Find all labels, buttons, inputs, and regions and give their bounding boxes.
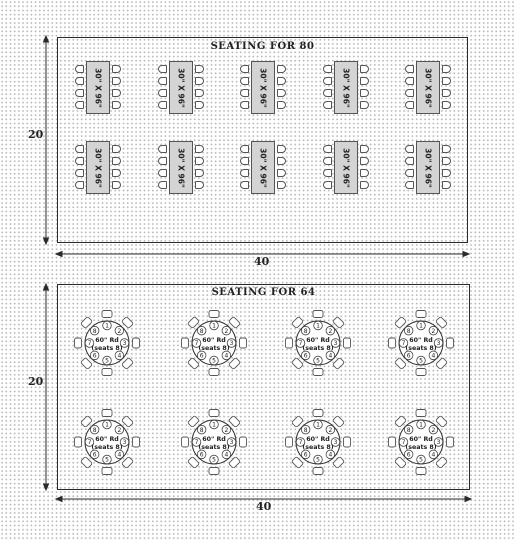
chair bbox=[158, 157, 167, 165]
chair bbox=[75, 145, 84, 153]
seat-number: 8 bbox=[303, 327, 308, 335]
seat-number: 7 bbox=[87, 340, 92, 348]
round-table-capacity-label: (seats 8) bbox=[91, 444, 123, 451]
chair bbox=[360, 157, 369, 165]
chair bbox=[389, 437, 396, 447]
chair bbox=[133, 437, 140, 447]
round-table bbox=[179, 308, 249, 378]
rect-table bbox=[334, 141, 358, 194]
chair bbox=[435, 357, 447, 369]
chair bbox=[405, 101, 414, 109]
chair bbox=[158, 65, 167, 73]
chair bbox=[112, 181, 121, 189]
seat-number: 5 bbox=[316, 357, 320, 365]
seat-number: 3 bbox=[122, 439, 127, 447]
seat-number: 1 bbox=[419, 322, 423, 330]
round-table-size-label: 60" Rd bbox=[306, 337, 330, 344]
seat-number: 7 bbox=[401, 340, 406, 348]
chair bbox=[158, 101, 167, 109]
chair bbox=[323, 169, 332, 177]
chair bbox=[447, 437, 454, 447]
chair bbox=[75, 101, 84, 109]
chair bbox=[195, 181, 204, 189]
seat-number: 4 bbox=[224, 451, 229, 459]
seat-number: 2 bbox=[117, 327, 122, 335]
chair bbox=[405, 65, 414, 73]
round-table-size-label: 60" Rd bbox=[202, 436, 226, 443]
chair bbox=[405, 181, 414, 189]
chair bbox=[405, 89, 414, 97]
seat-number: 3 bbox=[122, 340, 127, 348]
seat-number: 7 bbox=[298, 439, 303, 447]
seat-number: 8 bbox=[92, 327, 97, 335]
seat-number: 2 bbox=[328, 426, 333, 434]
round-table-capacity-label: (seats 8) bbox=[302, 345, 334, 352]
chair bbox=[405, 77, 414, 85]
chair bbox=[240, 181, 249, 189]
chair bbox=[187, 357, 199, 369]
seat-number: 5 bbox=[212, 456, 216, 464]
chair bbox=[277, 101, 286, 109]
seat-number: 1 bbox=[316, 322, 320, 330]
chair bbox=[291, 316, 303, 328]
seat-number: 5 bbox=[105, 357, 109, 365]
seat-number: 6 bbox=[303, 451, 308, 459]
chair bbox=[405, 169, 414, 177]
round-table bbox=[283, 308, 353, 378]
chair bbox=[394, 316, 406, 328]
chair bbox=[291, 357, 303, 369]
chair bbox=[360, 89, 369, 97]
chair bbox=[158, 145, 167, 153]
chair bbox=[332, 316, 344, 328]
chair bbox=[75, 157, 84, 165]
chair bbox=[209, 311, 219, 318]
rect-table-label: 30" X 96" bbox=[93, 67, 103, 108]
chair bbox=[277, 169, 286, 177]
chair bbox=[209, 369, 219, 376]
chair bbox=[442, 65, 451, 73]
rect-table bbox=[169, 61, 193, 114]
chair bbox=[313, 468, 323, 475]
seat-number: 8 bbox=[92, 426, 97, 434]
seat-number: 3 bbox=[436, 439, 441, 447]
chair bbox=[360, 169, 369, 177]
seat-number: 3 bbox=[229, 439, 234, 447]
seat-number: 6 bbox=[92, 451, 97, 459]
chair bbox=[112, 65, 121, 73]
seat-number: 4 bbox=[328, 352, 333, 360]
seat-number: 8 bbox=[303, 426, 308, 434]
seat-number: 6 bbox=[406, 352, 411, 360]
seat-number: 4 bbox=[431, 352, 436, 360]
seat-number: 7 bbox=[87, 439, 92, 447]
chair bbox=[323, 89, 332, 97]
chair bbox=[209, 410, 219, 417]
round-table-size-label: 60" Rd bbox=[202, 337, 226, 344]
chair bbox=[323, 77, 332, 85]
chair bbox=[240, 101, 249, 109]
chair bbox=[323, 145, 332, 153]
rect-table bbox=[251, 61, 275, 114]
rect-table-label: 30" X 96" bbox=[341, 67, 351, 108]
round-table bbox=[386, 308, 456, 378]
chair bbox=[442, 181, 451, 189]
chair bbox=[323, 157, 332, 165]
chair bbox=[112, 101, 121, 109]
seat-number: 7 bbox=[298, 340, 303, 348]
seat-number: 7 bbox=[194, 340, 199, 348]
seat-number: 1 bbox=[212, 421, 216, 429]
chair bbox=[121, 415, 133, 427]
round-table-capacity-label: (seats 8) bbox=[405, 444, 437, 451]
chair bbox=[277, 77, 286, 85]
chair bbox=[344, 437, 351, 447]
chair bbox=[344, 338, 351, 348]
round-table bbox=[72, 407, 142, 477]
seat-number: 1 bbox=[105, 322, 109, 330]
chair bbox=[286, 338, 293, 348]
chair bbox=[195, 169, 204, 177]
seat-number: 4 bbox=[224, 352, 229, 360]
chair bbox=[121, 316, 133, 328]
seat-number: 4 bbox=[117, 451, 122, 459]
round-table-size-label: 60" Rd bbox=[95, 337, 119, 344]
chair bbox=[442, 169, 451, 177]
rect-table bbox=[416, 141, 440, 194]
chair bbox=[394, 456, 406, 468]
chair bbox=[209, 468, 219, 475]
chair bbox=[195, 157, 204, 165]
chair bbox=[240, 169, 249, 177]
round-table-size-label: 60" Rd bbox=[95, 436, 119, 443]
chair bbox=[332, 456, 344, 468]
chair bbox=[416, 369, 426, 376]
chair bbox=[158, 89, 167, 97]
rect-table bbox=[86, 61, 110, 114]
chair bbox=[435, 456, 447, 468]
round-table-capacity-label: (seats 8) bbox=[302, 444, 334, 451]
rect-table-label: 30" X 96" bbox=[176, 67, 186, 108]
seat-number: 6 bbox=[199, 352, 204, 360]
chair bbox=[75, 181, 84, 189]
round-table bbox=[386, 407, 456, 477]
seat-number: 5 bbox=[105, 456, 109, 464]
chair bbox=[416, 468, 426, 475]
chair bbox=[240, 89, 249, 97]
round-table bbox=[72, 308, 142, 378]
plan-64-width-label: 40 bbox=[256, 500, 272, 513]
chair bbox=[277, 181, 286, 189]
seat-number: 1 bbox=[105, 421, 109, 429]
chair bbox=[187, 456, 199, 468]
rect-table-label: 30" X 96" bbox=[176, 147, 186, 188]
chair bbox=[332, 415, 344, 427]
rect-table-label: 30" X 96" bbox=[258, 67, 268, 108]
chair bbox=[291, 456, 303, 468]
chair bbox=[416, 311, 426, 318]
chair bbox=[442, 157, 451, 165]
chair bbox=[158, 169, 167, 177]
chair bbox=[121, 357, 133, 369]
chair bbox=[313, 369, 323, 376]
rect-table bbox=[251, 141, 275, 194]
round-table-capacity-label: (seats 8) bbox=[405, 345, 437, 352]
round-table-capacity-label: (seats 8) bbox=[198, 345, 230, 352]
chair bbox=[389, 338, 396, 348]
chair bbox=[332, 357, 344, 369]
round-table-capacity-label: (seats 8) bbox=[198, 444, 230, 451]
chair bbox=[240, 65, 249, 73]
chair bbox=[195, 101, 204, 109]
chair bbox=[112, 157, 121, 165]
rect-table bbox=[334, 61, 358, 114]
chair bbox=[112, 169, 121, 177]
rect-table-label: 30" X 96" bbox=[258, 147, 268, 188]
chair bbox=[360, 77, 369, 85]
seat-number: 3 bbox=[333, 439, 338, 447]
chair bbox=[240, 338, 247, 348]
chair bbox=[80, 316, 92, 328]
chair bbox=[291, 415, 303, 427]
chair bbox=[80, 357, 92, 369]
plan-title: SEATING FOR 64 bbox=[211, 287, 316, 298]
chair bbox=[112, 77, 121, 85]
chair bbox=[360, 145, 369, 153]
seat-number: 5 bbox=[419, 357, 423, 365]
plan-80-height-label: 20 bbox=[28, 128, 44, 141]
chair bbox=[240, 77, 249, 85]
chair bbox=[277, 89, 286, 97]
chair bbox=[394, 415, 406, 427]
chair bbox=[112, 89, 121, 97]
chair bbox=[158, 181, 167, 189]
chair bbox=[102, 311, 112, 318]
seat-number: 2 bbox=[117, 426, 122, 434]
seat-number: 5 bbox=[212, 357, 216, 365]
round-table-capacity-label: (seats 8) bbox=[91, 345, 123, 352]
seat-number: 4 bbox=[328, 451, 333, 459]
chair bbox=[228, 456, 240, 468]
plan-64-height-label: 20 bbox=[28, 375, 44, 388]
seat-number: 8 bbox=[406, 426, 411, 434]
seat-number: 8 bbox=[406, 327, 411, 335]
chair bbox=[405, 157, 414, 165]
chair bbox=[277, 157, 286, 165]
chair bbox=[313, 410, 323, 417]
rect-table-label: 30" X 96" bbox=[423, 147, 433, 188]
chair bbox=[435, 415, 447, 427]
round-table bbox=[283, 407, 353, 477]
seat-number: 2 bbox=[431, 327, 436, 335]
seat-number: 6 bbox=[406, 451, 411, 459]
chair bbox=[102, 369, 112, 376]
chair bbox=[240, 437, 247, 447]
round-table-size-label: 60" Rd bbox=[306, 436, 330, 443]
round-table-size-label: 60" Rd bbox=[409, 337, 433, 344]
seat-number: 2 bbox=[328, 327, 333, 335]
chair bbox=[240, 145, 249, 153]
round-table bbox=[179, 407, 249, 477]
seat-number: 2 bbox=[224, 327, 229, 335]
chair bbox=[323, 65, 332, 73]
chair bbox=[442, 101, 451, 109]
chair bbox=[442, 145, 451, 153]
seat-number: 4 bbox=[431, 451, 436, 459]
seat-number: 2 bbox=[224, 426, 229, 434]
chair bbox=[240, 157, 249, 165]
chair bbox=[447, 338, 454, 348]
seat-number: 3 bbox=[436, 340, 441, 348]
chair bbox=[195, 89, 204, 97]
chair bbox=[405, 145, 414, 153]
chair bbox=[195, 77, 204, 85]
chair bbox=[313, 311, 323, 318]
chair bbox=[435, 316, 447, 328]
chair bbox=[442, 89, 451, 97]
seat-number: 4 bbox=[117, 352, 122, 360]
seat-number: 7 bbox=[194, 439, 199, 447]
chair bbox=[394, 357, 406, 369]
plan-80-width-label: 40 bbox=[254, 255, 270, 268]
seat-number: 6 bbox=[303, 352, 308, 360]
rect-table-label: 30" X 96" bbox=[93, 147, 103, 188]
rect-table-label: 30" X 96" bbox=[341, 147, 351, 188]
seat-number: 8 bbox=[199, 426, 204, 434]
seat-number: 5 bbox=[419, 456, 423, 464]
chair bbox=[102, 410, 112, 417]
chair bbox=[75, 65, 84, 73]
plan-title: SEATING FOR 80 bbox=[210, 41, 315, 52]
rect-table bbox=[169, 141, 193, 194]
chair bbox=[277, 145, 286, 153]
chair bbox=[416, 410, 426, 417]
seat-number: 5 bbox=[316, 456, 320, 464]
chair bbox=[360, 101, 369, 109]
seat-number: 7 bbox=[401, 439, 406, 447]
chair bbox=[228, 316, 240, 328]
seat-number: 8 bbox=[199, 327, 204, 335]
seat-number: 1 bbox=[212, 322, 216, 330]
chair bbox=[360, 181, 369, 189]
chair bbox=[323, 181, 332, 189]
seat-number: 3 bbox=[333, 340, 338, 348]
chair bbox=[442, 77, 451, 85]
chair bbox=[187, 415, 199, 427]
chair bbox=[195, 65, 204, 73]
seat-number: 1 bbox=[419, 421, 423, 429]
chair bbox=[133, 338, 140, 348]
seat-number: 1 bbox=[316, 421, 320, 429]
rect-table-label: 30" X 96" bbox=[423, 67, 433, 108]
chair bbox=[121, 456, 133, 468]
chair bbox=[360, 65, 369, 73]
chair bbox=[112, 145, 121, 153]
chair bbox=[323, 101, 332, 109]
seat-number: 6 bbox=[92, 352, 97, 360]
chair bbox=[158, 77, 167, 85]
seat-number: 2 bbox=[431, 426, 436, 434]
seat-number: 3 bbox=[229, 340, 234, 348]
chair bbox=[195, 145, 204, 153]
chair bbox=[75, 77, 84, 85]
chair bbox=[80, 415, 92, 427]
chair bbox=[182, 338, 189, 348]
chair bbox=[286, 437, 293, 447]
chair bbox=[75, 89, 84, 97]
chair bbox=[80, 456, 92, 468]
chair bbox=[228, 415, 240, 427]
chair bbox=[228, 357, 240, 369]
chair bbox=[75, 437, 82, 447]
chair bbox=[187, 316, 199, 328]
rect-table bbox=[86, 141, 110, 194]
chair bbox=[182, 437, 189, 447]
chair bbox=[277, 65, 286, 73]
round-table-size-label: 60" Rd bbox=[409, 436, 433, 443]
chair bbox=[75, 169, 84, 177]
chair bbox=[75, 338, 82, 348]
seat-number: 6 bbox=[199, 451, 204, 459]
chair bbox=[102, 468, 112, 475]
rect-table bbox=[416, 61, 440, 114]
